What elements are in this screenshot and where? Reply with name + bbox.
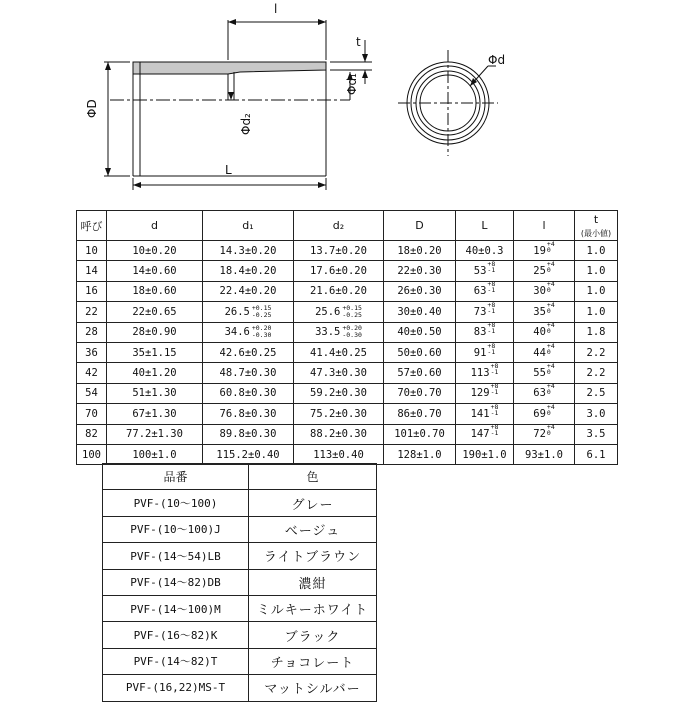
cell-d1: 76.8±0.30	[203, 404, 294, 424]
side-view	[104, 20, 372, 190]
cell-t: 6.1	[575, 444, 618, 464]
tolerance: +4 0	[546, 300, 555, 315]
tolerance: +8 -1	[487, 341, 496, 356]
table-row	[77, 281, 618, 301]
table-row	[103, 543, 377, 569]
cell-d2: 75.2±0.30	[294, 404, 384, 424]
cell-d1: 18.4±0.20	[203, 261, 294, 281]
cell-d: 28±0.90	[107, 322, 203, 342]
cell-color-name: マットシルバー	[249, 675, 377, 701]
header-d2: d₂	[294, 211, 384, 241]
cell-d2: 47.3±0.30	[294, 363, 384, 383]
color-table	[102, 463, 377, 702]
cell-l: 44 +4 0	[514, 342, 575, 362]
cell-d: 51±1.30	[107, 383, 203, 403]
table-row	[103, 569, 377, 595]
cell-t: 1.8	[575, 322, 618, 342]
cell-part-number: PVF-(16～82)K	[103, 622, 249, 648]
cell-d2: 25.6 +0.15 -0.25	[294, 302, 384, 322]
label-L: L	[225, 163, 232, 177]
cell-part-number: PVF-(10～100)J	[103, 516, 249, 542]
cell-d2: 41.4±0.25	[294, 342, 384, 362]
header-d: d	[107, 211, 203, 241]
cell-D: 40±0.50	[384, 322, 456, 342]
cell-l: 35 +4 0	[514, 302, 575, 322]
cell-nominal: 16	[77, 281, 107, 301]
cell-color-name: チョコレート	[249, 648, 377, 674]
cell-l: 19 +4 0	[514, 241, 575, 261]
header-t: t (最小値)	[575, 211, 618, 241]
cell-nominal: 54	[77, 383, 107, 403]
cell-t: 3.0	[575, 404, 618, 424]
cell-nominal: 36	[77, 342, 107, 362]
cell-d1: 115.2±0.40	[203, 444, 294, 464]
cell-d: 22±0.65	[107, 302, 203, 322]
cell-D: 86±0.70	[384, 404, 456, 424]
cell-nominal: 10	[77, 241, 107, 261]
table-row	[103, 675, 377, 701]
cell-d1: 89.8±0.30	[203, 424, 294, 444]
table-row	[77, 363, 618, 383]
table-row	[77, 322, 618, 342]
cell-D: 128±1.0	[384, 444, 456, 464]
cell-D: 22±0.30	[384, 261, 456, 281]
table-row	[77, 261, 618, 281]
cell-t: 2.2	[575, 342, 618, 362]
cell-nominal: 22	[77, 302, 107, 322]
tolerance: +0.15 -0.25	[251, 303, 272, 319]
header-part-number: 品番	[103, 464, 249, 490]
cell-L: 83 +8 -1	[456, 322, 514, 342]
tolerance: +8 -1	[487, 321, 496, 336]
cell-l: 63 +4 0	[514, 383, 575, 403]
cell-d1: 14.3±0.20	[203, 241, 294, 261]
cell-part-number: PVF-(14～100)M	[103, 595, 249, 621]
cell-L: 40±0.3	[456, 241, 514, 261]
cell-nominal: 14	[77, 261, 107, 281]
tolerance: +8 -1	[490, 402, 499, 417]
cell-L: 141 +8 -1	[456, 404, 514, 424]
end-view	[398, 50, 498, 156]
cell-d2: 59.2±0.30	[294, 383, 384, 403]
table-row	[77, 383, 618, 403]
cell-L: 73 +8 -1	[456, 302, 514, 322]
cell-d2: 17.6±0.20	[294, 261, 384, 281]
cell-t: 2.2	[575, 363, 618, 383]
cell-d1: 42.6±0.25	[203, 342, 294, 362]
cell-color-name: 濃紺	[249, 569, 377, 595]
cell-d1: 60.8±0.30	[203, 383, 294, 403]
cell-d2: 113±0.40	[294, 444, 384, 464]
tolerance: +4 0	[546, 341, 555, 356]
cell-L: 129 +8 -1	[456, 383, 514, 403]
table-row	[103, 490, 377, 516]
table-row	[77, 342, 618, 362]
color-header-row	[103, 464, 377, 490]
cell-D: 57±0.60	[384, 363, 456, 383]
cell-D: 30±0.40	[384, 302, 456, 322]
table-row	[103, 516, 377, 542]
cell-d: 18±0.60	[107, 281, 203, 301]
tolerance: +8 -1	[490, 362, 499, 377]
tolerance: +4 0	[546, 321, 555, 336]
cell-t: 1.0	[575, 241, 618, 261]
cell-t: 2.5	[575, 383, 618, 403]
cell-l: 55 +4 0	[514, 363, 575, 383]
tolerance: +0.20 -0.30	[251, 324, 272, 340]
cell-L: 147 +8 -1	[456, 424, 514, 444]
header-D: D	[384, 211, 456, 241]
label-phi-d2: Φd₂	[239, 113, 253, 135]
cell-d: 100±1.0	[107, 444, 203, 464]
label-t: t	[356, 35, 361, 49]
tolerance: +4 0	[546, 260, 555, 275]
table-row	[77, 444, 618, 464]
cell-nominal: 42	[77, 363, 107, 383]
tolerance: +4 0	[546, 362, 555, 377]
tolerance: +0.20 -0.30	[342, 324, 362, 340]
label-phi-D: ΦD	[85, 99, 99, 118]
cell-part-number: PVF-(14～82)T	[103, 648, 249, 674]
cell-part-number: PVF-(16,22)MS-T	[103, 675, 249, 701]
cell-color-name: ライトブラウン	[249, 543, 377, 569]
cell-l: 93±1.0	[514, 444, 575, 464]
cell-l: 40 +4 0	[514, 322, 575, 342]
label-phi-d: Φd	[488, 53, 506, 67]
table-row	[103, 648, 377, 674]
dimension-spec-table	[76, 210, 618, 465]
header-d1: d₁	[203, 211, 294, 241]
cell-D: 70±0.70	[384, 383, 456, 403]
cell-nominal: 100	[77, 444, 107, 464]
cell-L: 190±1.0	[456, 444, 514, 464]
header-l: l	[514, 211, 575, 241]
tolerance: +4 0	[546, 402, 555, 417]
cell-l: 69 +4 0	[514, 404, 575, 424]
cell-L: 53 +8 -1	[456, 261, 514, 281]
tolerance: +4 0	[546, 239, 555, 254]
table-row	[77, 302, 618, 322]
table-row	[103, 595, 377, 621]
cell-part-number: PVF-(14～54)LB	[103, 543, 249, 569]
table-row	[77, 424, 618, 444]
cell-d1: 22.4±0.20	[203, 281, 294, 301]
cell-D: 18±0.20	[384, 241, 456, 261]
cell-color-name: ブラック	[249, 622, 377, 648]
header-nominal: 呼び	[77, 211, 107, 241]
cell-d: 40±1.20	[107, 363, 203, 383]
cell-d2: 88.2±0.30	[294, 424, 384, 444]
spec-header-row	[77, 211, 618, 241]
label-l: l	[274, 2, 278, 16]
cell-t: 1.0	[575, 302, 618, 322]
cell-t: 1.0	[575, 281, 618, 301]
cell-d1: 26.5 +0.15 -0.25	[203, 302, 294, 322]
cell-d2: 21.6±0.20	[294, 281, 384, 301]
color-table-body	[103, 490, 377, 701]
cell-color-name: グレー	[249, 490, 377, 516]
tolerance: +4 0	[546, 423, 555, 438]
cell-D: 101±0.70	[384, 424, 456, 444]
cell-part-number: PVF-(10～100)	[103, 490, 249, 516]
tolerance: +0.15 -0.25	[342, 303, 362, 319]
tolerance: +4 0	[546, 280, 555, 295]
cell-l: 72 +4 0	[514, 424, 575, 444]
technical-drawing	[0, 0, 700, 205]
cell-D: 26±0.30	[384, 281, 456, 301]
cell-nominal: 28	[77, 322, 107, 342]
cell-l: 30 +4 0	[514, 281, 575, 301]
spec-table-body	[77, 241, 618, 465]
cell-D: 50±0.60	[384, 342, 456, 362]
header-t-note: (最小値)	[580, 228, 612, 238]
tolerance: +8 -1	[487, 260, 496, 275]
dimension-arrows	[105, 19, 368, 188]
header-L: L	[456, 211, 514, 241]
cell-color-name: ベージュ	[249, 516, 377, 542]
cell-nominal: 70	[77, 404, 107, 424]
tolerance: +4 0	[546, 382, 555, 397]
cell-t: 3.5	[575, 424, 618, 444]
cell-d1: 34.6 +0.20 -0.30	[203, 322, 294, 342]
table-row	[103, 622, 377, 648]
cell-d: 14±0.60	[107, 261, 203, 281]
header-color: 色	[249, 464, 377, 490]
cell-l: 25 +4 0	[514, 261, 575, 281]
cell-d2: 33.5 +0.20 -0.30	[294, 322, 384, 342]
tolerance: +8 -1	[490, 382, 499, 397]
cell-nominal: 82	[77, 424, 107, 444]
cell-part-number: PVF-(14～82)DB	[103, 569, 249, 595]
table-row	[77, 241, 618, 261]
label-phi-d1: Φd₁	[345, 73, 359, 95]
cell-d: 10±0.20	[107, 241, 203, 261]
cell-d: 67±1.30	[107, 404, 203, 424]
cell-d: 77.2±1.30	[107, 424, 203, 444]
cell-t: 1.0	[575, 261, 618, 281]
cell-color-name: ミルキーホワイト	[249, 595, 377, 621]
cell-d1: 48.7±0.30	[203, 363, 294, 383]
tolerance: +8 -1	[487, 280, 496, 295]
cell-L: 91 +8 -1	[456, 342, 514, 362]
cell-L: 63 +8 -1	[456, 281, 514, 301]
cell-d2: 13.7±0.20	[294, 241, 384, 261]
cell-d: 35±1.15	[107, 342, 203, 362]
tolerance: +8 -1	[487, 300, 496, 315]
tolerance: +8 -1	[490, 423, 499, 438]
cell-L: 113 +8 -1	[456, 363, 514, 383]
table-row	[77, 404, 618, 424]
